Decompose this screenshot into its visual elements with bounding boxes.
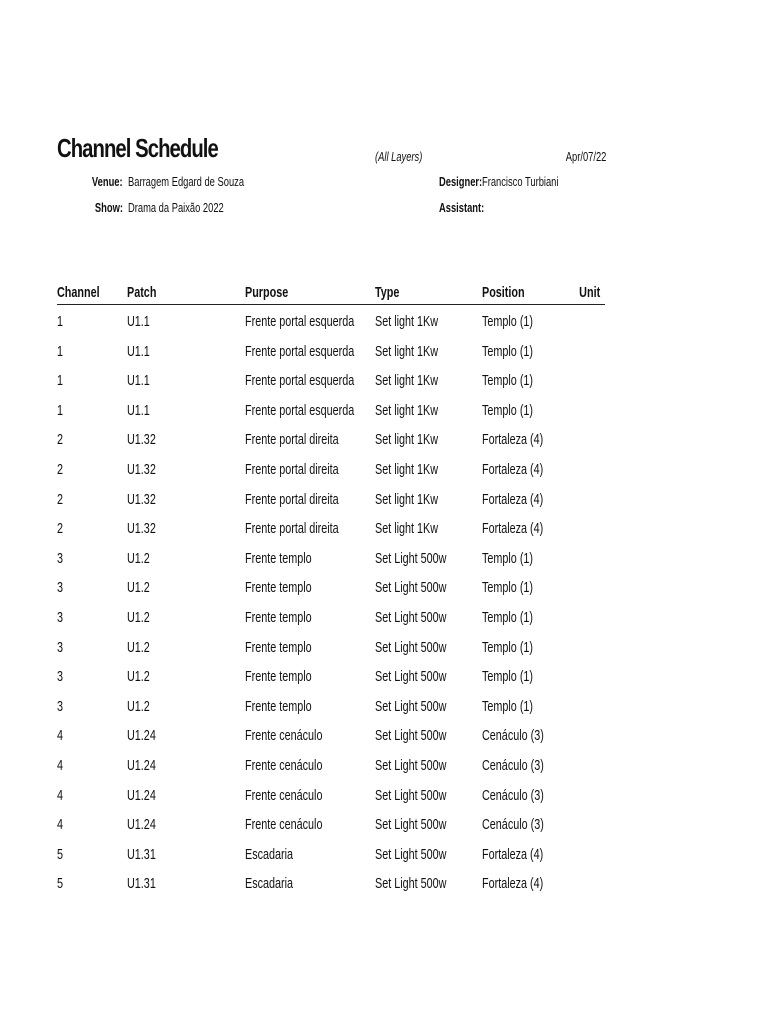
cell-channel: 2 <box>57 520 64 538</box>
cell-patch: U1.31 <box>127 875 156 893</box>
page-title: Channel Schedule <box>57 133 218 163</box>
cell-patch: U1.32 <box>127 431 156 449</box>
cell-purpose: Frente portal direita <box>245 460 339 478</box>
cell-position: Templo (1) <box>482 401 534 419</box>
table-row <box>57 808 605 838</box>
cell-purpose: Frente templo <box>245 608 312 626</box>
cell-channel: 3 <box>57 668 64 686</box>
cell-channel: 1 <box>57 313 64 330</box>
cell-position: Cenáculo (3) <box>482 727 544 745</box>
cell-channel: 4 <box>57 756 64 774</box>
cell-purpose: Frente templo <box>245 638 312 656</box>
cell-position: Templo (1) <box>482 372 534 390</box>
cell-position: Fortaleza (4) <box>482 431 544 449</box>
cell-channel: 4 <box>57 786 64 804</box>
cell-channel: 4 <box>57 816 64 834</box>
show-label: Show: <box>94 200 123 215</box>
cell-channel: 3 <box>57 579 64 597</box>
cell-patch: U1.32 <box>127 460 156 478</box>
cell-patch: U1.2 <box>127 608 150 626</box>
cell-purpose: Frente portal direita <box>245 490 339 508</box>
cell-type: Set Light 500w <box>375 579 447 597</box>
cell-patch: U1.1 <box>127 401 150 419</box>
cell-patch: U1.1 <box>127 372 150 390</box>
table-row <box>57 542 605 572</box>
cell-patch: U1.24 <box>127 756 156 774</box>
cell-purpose: Frente cenáculo <box>245 756 323 774</box>
table-row <box>57 867 605 897</box>
table-row <box>57 749 605 779</box>
cell-type: Set Light 500w <box>375 727 447 745</box>
cell-type: Set Light 500w <box>375 608 447 626</box>
cell-purpose: Frente portal esquerda <box>245 372 355 390</box>
table-row <box>57 423 605 453</box>
table-row <box>57 571 605 601</box>
cell-position: Fortaleza (4) <box>482 520 544 538</box>
table-row <box>57 631 605 661</box>
cell-channel: 4 <box>57 727 64 745</box>
column-header-type: Type <box>375 284 400 301</box>
schedule-date: Apr/07/22 <box>565 149 606 164</box>
cell-purpose: Escadaria <box>245 845 294 863</box>
cell-type: Set light 1Kw <box>375 372 439 390</box>
cell-type: Set Light 500w <box>375 875 447 893</box>
cell-patch: U1.31 <box>127 845 156 863</box>
cell-type: Set Light 500w <box>375 756 447 774</box>
cell-patch: U1.2 <box>127 549 150 567</box>
cell-type: Set Light 500w <box>375 549 447 567</box>
table-row <box>57 660 605 690</box>
cell-purpose: Frente cenáculo <box>245 786 323 804</box>
table-row <box>57 779 605 809</box>
cell-patch: U1.24 <box>127 786 156 804</box>
cell-patch: U1.1 <box>127 313 150 330</box>
cell-channel: 3 <box>57 608 64 626</box>
cell-patch: U1.24 <box>127 727 156 745</box>
table-row <box>57 512 605 542</box>
cell-type: Set Light 500w <box>375 638 447 656</box>
cell-purpose: Frente portal esquerda <box>245 401 355 419</box>
cell-position: Templo (1) <box>482 638 534 656</box>
designer-label: Designer: <box>439 174 483 189</box>
cell-purpose: Frente templo <box>245 579 312 597</box>
table-row <box>57 305 605 335</box>
table-row <box>57 394 605 424</box>
cell-position: Templo (1) <box>482 697 534 715</box>
cell-purpose: Frente portal esquerda <box>245 342 355 360</box>
channel-table <box>57 276 605 897</box>
table-row <box>57 719 605 749</box>
cell-type: Set light 1Kw <box>375 460 439 478</box>
layers-note: (All Layers) <box>375 149 423 164</box>
cell-type: Set light 1Kw <box>375 342 439 360</box>
cell-position: Templo (1) <box>482 668 534 686</box>
cell-type: Set Light 500w <box>375 845 447 863</box>
cell-position: Fortaleza (4) <box>482 490 544 508</box>
cell-position: Templo (1) <box>482 313 534 330</box>
column-header-patch: Patch <box>127 284 157 301</box>
cell-patch: U1.1 <box>127 342 150 360</box>
table-row <box>57 483 605 513</box>
cell-position: Templo (1) <box>482 549 534 567</box>
show-value: Drama da Paixão 2022 <box>128 200 224 215</box>
cell-purpose: Frente templo <box>245 697 312 715</box>
column-header-position: Position <box>482 284 525 301</box>
designer-value: Francisco Turbiani <box>482 174 559 189</box>
cell-channel: 3 <box>57 549 64 567</box>
cell-channel: 5 <box>57 875 64 893</box>
cell-channel: 2 <box>57 431 64 449</box>
venue-value: Barragem Edgard de Souza <box>128 174 245 189</box>
cell-patch: U1.24 <box>127 816 156 834</box>
table-row <box>57 364 605 394</box>
cell-type: Set light 1Kw <box>375 520 439 538</box>
cell-purpose: Frente portal esquerda <box>245 313 355 330</box>
table-row <box>57 690 605 720</box>
cell-purpose: Frente templo <box>245 549 312 567</box>
cell-purpose: Frente portal direita <box>245 431 339 449</box>
cell-channel: 1 <box>57 342 64 360</box>
cell-channel: 1 <box>57 401 64 419</box>
cell-purpose: Frente templo <box>245 668 312 686</box>
cell-patch: U1.2 <box>127 668 150 686</box>
venue-label: Venue: <box>92 174 123 189</box>
cell-position: Cenáculo (3) <box>482 786 544 804</box>
column-header-unit: Unit <box>578 284 600 301</box>
cell-position: Templo (1) <box>482 608 534 626</box>
cell-position: Cenáculo (3) <box>482 816 544 834</box>
cell-patch: U1.2 <box>127 638 150 656</box>
table-header <box>57 276 605 305</box>
cell-type: Set Light 500w <box>375 816 447 834</box>
cell-type: Set Light 500w <box>375 786 447 804</box>
cell-channel: 5 <box>57 845 64 863</box>
cell-type: Set light 1Kw <box>375 313 439 330</box>
cell-position: Fortaleza (4) <box>482 875 544 893</box>
assistant-label: Assistant: <box>439 200 485 215</box>
cell-channel: 1 <box>57 372 64 390</box>
cell-type: Set Light 500w <box>375 668 447 686</box>
cell-position: Templo (1) <box>482 579 534 597</box>
cell-type: Set light 1Kw <box>375 490 439 508</box>
cell-patch: U1.32 <box>127 490 156 508</box>
cell-purpose: Escadaria <box>245 875 294 893</box>
cell-type: Set Light 500w <box>375 697 447 715</box>
table-row <box>57 838 605 868</box>
cell-patch: U1.2 <box>127 697 150 715</box>
cell-position: Fortaleza (4) <box>482 845 544 863</box>
cell-type: Set light 1Kw <box>375 401 439 419</box>
cell-position: Templo (1) <box>482 342 534 360</box>
cell-patch: U1.2 <box>127 579 150 597</box>
cell-patch: U1.32 <box>127 520 156 538</box>
table-row <box>57 453 605 483</box>
cell-channel: 3 <box>57 697 64 715</box>
cell-channel: 2 <box>57 460 64 478</box>
cell-type: Set light 1Kw <box>375 431 439 449</box>
cell-purpose: Frente portal direita <box>245 520 339 538</box>
table-body <box>57 305 605 897</box>
column-header-purpose: Purpose <box>245 284 289 301</box>
table-row <box>57 601 605 631</box>
cell-purpose: Frente cenáculo <box>245 816 323 834</box>
cell-channel: 3 <box>57 638 64 656</box>
column-header-channel: Channel <box>57 284 100 301</box>
cell-purpose: Frente cenáculo <box>245 727 323 745</box>
cell-position: Fortaleza (4) <box>482 460 544 478</box>
cell-position: Cenáculo (3) <box>482 756 544 774</box>
cell-channel: 2 <box>57 490 64 508</box>
table-row <box>57 335 605 365</box>
